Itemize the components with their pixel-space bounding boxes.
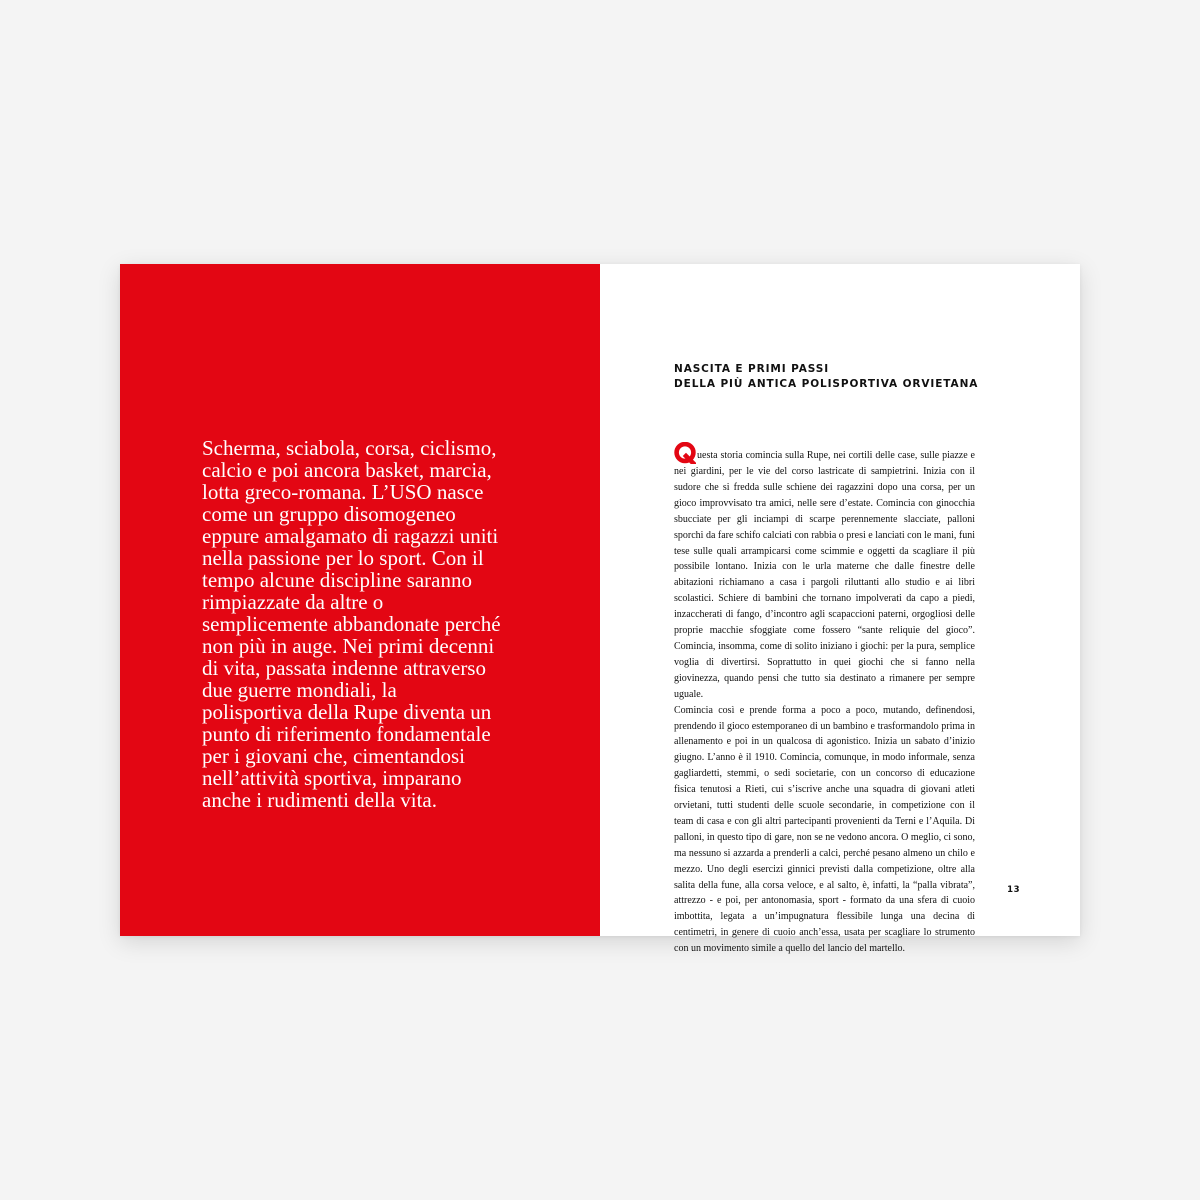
chapter-heading-line-2: DELLA PIÙ ANTICA POLISPORTIVA ORVIETANA xyxy=(674,378,979,390)
paragraph-1 xyxy=(674,442,975,703)
body-text xyxy=(674,442,975,957)
pull-quote: Scherma, sciabola, corsa, ciclismo, calcio e poi ancora basket, marcia, lotta greco-romana. L’USO nasce come un gruppo disomogeneo eppure amalgamato di ragazzi uniti nella passione per lo sport. Con il tempo alcune discipline saranno rimpiazzate da altre o semplicemente abbandonate perché non più in auge. Nei primi decenni di vita, passata indenne attraverso due guerre mondiali, la polisportiva della Rupe diventa un punto di riferimento fondamentale per i giovani che, cimentandosi nell’attività sportiva, imparano anche i rudimenti della vita. xyxy=(202,436,501,812)
chapter-heading xyxy=(674,362,978,392)
paragraph-1-text: uesta storia comincia sulla Rupe, nei cortili delle case, sulle piazze e nei giardini, per le vie del corso lastricate di sampietrini. Inizia con il sudore che si fredda sulle schiene dei ragazzini dopo una corsa, per un gioco improvvisato tra amici, nelle sere d’estate. Comincia con ginocchia sbucciate per gli inciampi di scarpe perennemente slacciate, palloni sporchi da fare schifo calciati con rabbia o presi e lanciati con le mani, funi tese sulle quali arrampicarsi come scimmie e oggetti da scagliare il più possibile lontano. Inizia con le urla materne che dalle finestre delle abitazioni richiamano a casa i pargoli riluttanti allo studio e ai libri scolastici. Schiere di bambini che tornano impolverati da capo a piedi, inzaccherati di fango, d’incontro agli scapaccioni paterni, orgogliosi delle proprie macchie sfoggiate come fossero “sante reliquie del gioco”. Comincia, insomma, come di solito iniziano i giochi: per la pura, semplice voglia di divertirsi. Soprattutto in quei giochi che si fanno nella giovinezza, quando pensi che tutto sia destinato a rimanere per sempre uguale. xyxy=(674,450,975,700)
page-number: 13 xyxy=(1007,885,1020,895)
drop-cap-q xyxy=(674,442,696,464)
paragraph-2: Comincia così e prende forma a poco a poco, mutando, definendosi, prendendo il gioco estemporaneo di un bambino e trasformandolo prima in allenamento e poi in un qualcosa di agonistico. Inizia un sabato d’inizio giugno. L’anno è il 1910. Comincia, comunque, in modo informale, senza gagliardetti, stemmi, o sedi societarie, con un concorso di educazione fisica tenutosi a Rieti, cui s’iscrive anche una squadra di giovani atleti orvietani, tutti studenti delle scuole secondarie, in competizione con il team di casa e con gli altri partecipanti provenienti da Terni e l’Aquila. Di palloni, in questo tipo di gare, non se ne vedono ancora. O meglio, ci sono, ma nessuno si azzarda a prenderli a calci, perché pesano almeno un chilo e mezzo. Uno degli esercizi ginnici previsti dalla competizione, oltre alla salita della fune, alla corsa veloce, e al salto, è, infatti, la “palla vibrata”, attrezzo - e poi, per antonomasia, sport - formato da una sfera di cuoio imbottita, legata a un’impugnatura flessibile lunga una decina di centimetri, in genere di cuoio anch’essa, usata per scagliare lo strumento con un movimento simile a quello del lancio del martello. xyxy=(674,704,975,955)
chapter-heading-line-1: NASCITA E PRIMI PASSI xyxy=(674,363,830,375)
drop-cap-q-icon xyxy=(674,442,696,464)
left-page xyxy=(120,264,600,936)
book-spread xyxy=(120,264,1080,955)
right-page xyxy=(600,264,1080,955)
